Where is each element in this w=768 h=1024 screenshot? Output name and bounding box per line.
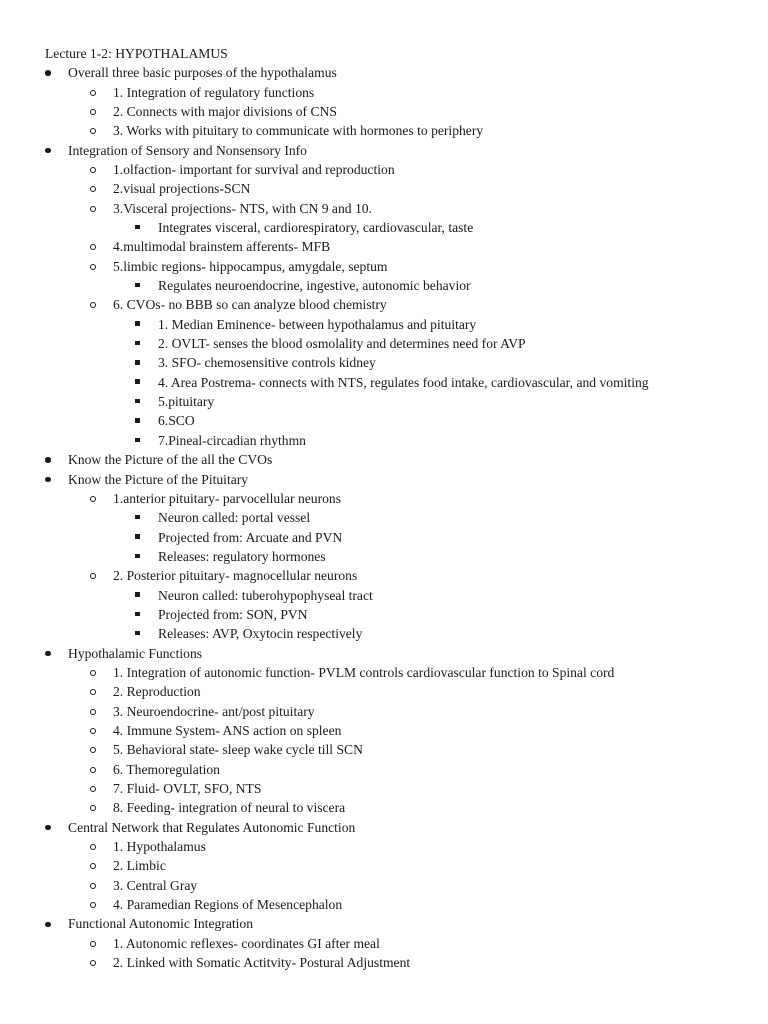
bullet: [90, 83, 96, 102]
circle-bullet-icon: [90, 844, 96, 850]
circle-bullet-icon: [90, 302, 96, 308]
outline-item-text: 8. Feeding- integration of neural to viscera: [113, 800, 346, 816]
circle-bullet-icon: [90, 167, 96, 173]
bullet: [135, 528, 140, 547]
bullet: [90, 682, 96, 701]
outline-item-level-2: [0, 295, 768, 314]
square-bullet-icon: [135, 225, 140, 230]
outline-item-text: 6. CVOs- no BBB so can analyze blood chemistry: [113, 297, 387, 313]
outline-item-text: Integration of Sensory and Nonsensory Info: [68, 142, 307, 158]
outline-item-text: 1. Hypothalamus: [113, 839, 206, 855]
outline-item-text: 4. Paramedian Regions of Mesencephalon: [113, 897, 343, 913]
outline-item-text: 2.visual projections-SCN: [113, 181, 251, 197]
square-bullet-icon: [135, 379, 140, 384]
square-bullet-icon: [135, 360, 140, 365]
square-bullet-icon: [135, 321, 140, 326]
outline-item-level-2: [0, 199, 768, 218]
circle-bullet-icon: [90, 264, 96, 270]
outline-item-text: Projected from: Arcuate and PVN: [158, 529, 343, 545]
outline-item-level-3: [0, 353, 768, 372]
square-bullet-icon: [135, 515, 140, 520]
outline-item-text: Integrates visceral, cardiorespiratory, cardiovascular, taste: [158, 220, 474, 236]
outline-item-level-3: [0, 508, 768, 527]
circle-bullet-icon: [90, 496, 96, 502]
bullet: [90, 663, 96, 682]
outline-item-level-2: [0, 160, 768, 179]
outline-item-level-2: [0, 837, 768, 856]
circle-bullet-icon: [90, 960, 96, 966]
bullet: [135, 605, 140, 624]
outline-item-text: Know the Picture of the all the CVOs: [68, 452, 273, 468]
outline-item-text: Hypothalamic Functions: [68, 645, 203, 661]
square-bullet-icon: [135, 438, 140, 443]
bullet: [135, 392, 140, 411]
outline-item-level-3: [0, 373, 768, 392]
outline-item-level-3: [0, 605, 768, 624]
outline-item-level-2: [0, 779, 768, 798]
bullet: [90, 760, 96, 779]
outline-item-text: Neuron called: tuberohypophyseal tract: [158, 587, 373, 603]
outline-item-text: 4. Area Postrema- connects with NTS, regulates food intake, cardiovascular, and vomiting: [158, 374, 649, 390]
outline-item-level-2: [0, 934, 768, 953]
bullet: [90, 798, 96, 817]
circle-bullet-icon: [90, 128, 96, 134]
outline-item-level-3: [0, 624, 768, 643]
bullet: [90, 489, 96, 508]
outline-item-level-3: [0, 218, 768, 237]
bullet: [45, 914, 51, 933]
outline-item-level-2: [0, 179, 768, 198]
disc-bullet-icon: [45, 825, 51, 831]
bullet: [90, 121, 96, 140]
bullet: [90, 257, 96, 276]
outline-item-level-2: [0, 663, 768, 682]
bullet: [90, 837, 96, 856]
outline-item-level-2: [0, 953, 768, 972]
document-title: Lecture 1-2: HYPOTHALAMUS: [45, 46, 228, 61]
circle-bullet-icon: [90, 767, 96, 773]
bullet: [45, 818, 51, 837]
bullet: [135, 373, 140, 392]
circle-bullet-icon: [90, 244, 96, 250]
outline-item-text: 3. SFO- chemosensitive controls kidney: [158, 355, 376, 371]
outline-item-text: 1. Integration of regulatory functions: [113, 84, 315, 100]
outline-item-level-1: [0, 141, 768, 160]
outline-item-text: Projected from: SON, PVN: [158, 606, 308, 622]
outline-item-text: 7.Pineal-circadian rhythmn: [158, 432, 306, 448]
outline-item-level-2: [0, 740, 768, 759]
outline-item-text: Know the Picture of the Pituitary: [68, 471, 249, 487]
outline-item-text: Functional Autonomic Integration: [68, 916, 253, 932]
circle-bullet-icon: [90, 109, 96, 115]
circle-bullet-icon: [90, 186, 96, 192]
outline-item-level-2: [0, 237, 768, 256]
bullet: [135, 547, 140, 566]
bullet: [135, 334, 140, 353]
outline-item-level-2: [0, 83, 768, 102]
outline-item-level-2: [0, 489, 768, 508]
circle-bullet-icon: [90, 709, 96, 715]
outline-item-text: 3.Visceral projections- NTS, with CN 9 and 10.: [113, 200, 372, 216]
circle-bullet-icon: [90, 206, 96, 212]
outline-item-level-2: [0, 798, 768, 817]
outline-item-level-2: [0, 102, 768, 121]
outline-item-text: Neuron called: portal vessel: [158, 510, 311, 526]
outline-item-text: 1. Median Eminence- between hypothalamus and pituitary: [158, 316, 477, 332]
disc-bullet-icon: [45, 651, 51, 657]
bullet: [90, 856, 96, 875]
square-bullet-icon: [135, 283, 140, 288]
circle-bullet-icon: [90, 90, 96, 96]
bullet: [90, 934, 96, 953]
outline-item-level-2: [0, 721, 768, 740]
square-bullet-icon: [135, 631, 140, 636]
bullet: [45, 644, 51, 663]
outline-item-level-3: [0, 431, 768, 450]
circle-bullet-icon: [90, 902, 96, 908]
bullet: [135, 431, 140, 450]
outline-item-level-2: [0, 760, 768, 779]
outline-item-text: 2. Reproduction: [113, 684, 201, 700]
square-bullet-icon: [135, 534, 140, 539]
outline-item-level-2: [0, 895, 768, 914]
outline-item-level-3: [0, 392, 768, 411]
bullet: [135, 586, 140, 605]
bullet: [135, 508, 140, 527]
outline-item-level-1: [0, 470, 768, 489]
outline-item-text: 4.multimodal brainstem afferents- MFB: [113, 239, 331, 255]
outline-item-text: 1. Autonomic reflexes- coordinates GI after meal: [113, 935, 380, 951]
square-bullet-icon: [135, 592, 140, 597]
outline-item-text: 3. Central Gray: [113, 877, 198, 893]
disc-bullet-icon: [45, 922, 51, 928]
outline-item-text: 2. Limbic: [113, 858, 166, 874]
outline-item-level-3: [0, 411, 768, 430]
bullet: [90, 179, 96, 198]
outline-item-level-3: [0, 276, 768, 295]
bullet: [90, 295, 96, 314]
outline-item-level-3: [0, 586, 768, 605]
outline-item-level-3: [0, 547, 768, 566]
outline-item-level-1: [0, 644, 768, 663]
circle-bullet-icon: [90, 805, 96, 811]
outline-item-text: Releases: AVP, Oxytocin respectively: [158, 626, 363, 642]
outline-item-level-3: [0, 528, 768, 547]
outline-item-text: 1.anterior pituitary- parvocellular neurons: [113, 490, 341, 506]
bullet: [90, 876, 96, 895]
outline-list: [0, 63, 768, 972]
outline-item-text: 3. Neuroendocrine- ant/post pituitary: [113, 703, 315, 719]
circle-bullet-icon: [90, 941, 96, 947]
outline-item-text: 4. Immune System- ANS action on spleen: [113, 722, 342, 738]
bullet: [90, 237, 96, 256]
outline-item-level-2: [0, 121, 768, 140]
outline-item-text: 2. OVLT- senses the blood osmolality and determines need for AVP: [158, 336, 526, 352]
outline-item-text: 1. Integration of autonomic function- PVLM controls cardiovascular function to Spinal cord: [113, 664, 615, 680]
circle-bullet-icon: [90, 747, 96, 753]
outline-item-text: Regulates neuroendocrine, ingestive, autonomic behavior: [158, 278, 471, 294]
outline-item-text: 3. Works with pituitary to communicate with hormones to periphery: [113, 123, 484, 139]
bullet: [45, 470, 51, 489]
outline-item-text: 5. Behavioral state- sleep wake cycle till SCN: [113, 742, 363, 758]
outline-item-text: 2. Connects with major divisions of CNS: [113, 103, 337, 119]
disc-bullet-icon: [45, 457, 51, 463]
bullet: [135, 411, 140, 430]
outline-item-level-2: [0, 876, 768, 895]
outline-item-text: Overall three basic purposes of the hypothalamus: [68, 65, 337, 81]
outline-item-text: Releases: regulatory hormones: [158, 548, 326, 564]
outline-item-level-1: [0, 63, 768, 82]
bullet: [45, 450, 51, 469]
bullet: [90, 721, 96, 740]
square-bullet-icon: [135, 418, 140, 423]
disc-bullet-icon: [45, 148, 51, 154]
outline-item-level-2: [0, 257, 768, 276]
bullet: [90, 779, 96, 798]
bullet: [135, 315, 140, 334]
outline-item-text: 6. Themoregulation: [113, 761, 220, 777]
circle-bullet-icon: [90, 670, 96, 676]
square-bullet-icon: [135, 612, 140, 617]
outline-item-text: 2. Posterior pituitary- magnocellular neurons: [113, 568, 358, 584]
bullet: [135, 276, 140, 295]
outline-item-text: 6.SCO: [158, 413, 195, 429]
outline-item-text: Central Network that Regulates Autonomic Function: [68, 819, 356, 835]
outline-item-level-3: [0, 334, 768, 353]
bullet: [90, 566, 96, 585]
circle-bullet-icon: [90, 786, 96, 792]
square-bullet-icon: [135, 554, 140, 559]
bullet: [90, 102, 96, 121]
outline-item-text: 1.olfaction- important for survival and reproduction: [113, 162, 395, 178]
outline-item-text: 2. Linked with Somatic Actitvity- Postural Adjustment: [113, 955, 411, 971]
outline-item-level-1: [0, 914, 768, 933]
bullet: [90, 702, 96, 721]
bullet: [45, 63, 51, 82]
outline-item-level-1: [0, 450, 768, 469]
bullet: [90, 953, 96, 972]
outline-item-text: 5.pituitary: [158, 394, 215, 410]
bullet: [90, 895, 96, 914]
outline-item-text: 7. Fluid- OVLT, SFO, NTS: [113, 781, 262, 797]
disc-bullet-icon: [45, 70, 51, 76]
bullet: [135, 624, 140, 643]
square-bullet-icon: [135, 399, 140, 404]
circle-bullet-icon: [90, 883, 96, 889]
circle-bullet-icon: [90, 863, 96, 869]
circle-bullet-icon: [90, 728, 96, 734]
outline-item-level-2: [0, 702, 768, 721]
outline-item-level-2: [0, 566, 768, 585]
outline-item-text: 5.limbic regions- hippocampus, amygdale, septum: [113, 258, 388, 274]
disc-bullet-icon: [45, 477, 51, 483]
bullet: [90, 199, 96, 218]
bullet: [90, 160, 96, 179]
bullet: [135, 218, 140, 237]
outline-item-level-1: [0, 818, 768, 837]
bullet: [135, 353, 140, 372]
bullet: [90, 740, 96, 759]
outline-item-level-2: [0, 856, 768, 875]
circle-bullet-icon: [90, 689, 96, 695]
square-bullet-icon: [135, 341, 140, 346]
outline-item-level-2: [0, 682, 768, 701]
outline-item-level-3: [0, 315, 768, 334]
bullet: [45, 141, 51, 160]
circle-bullet-icon: [90, 573, 96, 579]
